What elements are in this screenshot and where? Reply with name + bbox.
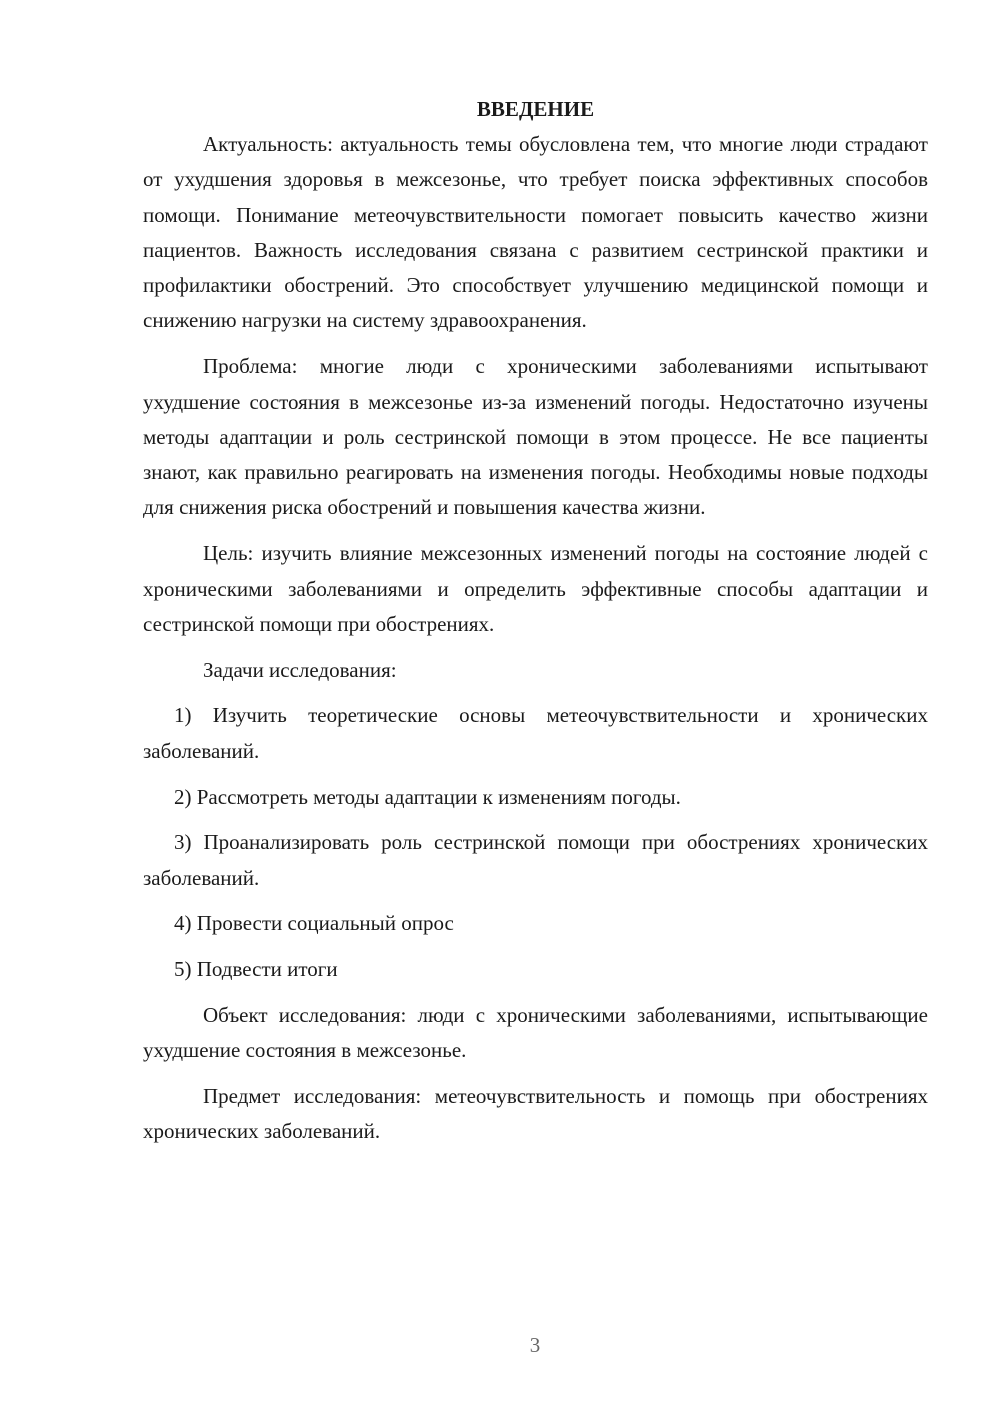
tasks-heading: Задачи исследования:: [203, 657, 397, 682]
problem-paragraph: Проблема: многие люди с хроническими заболеваниями испытывают ухудшение состояния в межсезонье из-за изменений погоды. Недостаточно изучены методы адаптации и роль сестринской помощи в этом процессе. Не все пациенты знают, как правильно реагировать на изменения погоды. Необходимы новые подходы для снижения риска обострений и повышения качества жизни.: [143, 354, 928, 520]
goal-paragraph: Цель: изучить влияние межсезонных изменений погоды на состояние людей с хроническими заболеваниями и определить эффективные способы адаптации и сестринской помощи при обострениях.: [143, 541, 928, 636]
relevance-paragraph: Актуальность: актуальность темы обусловлена тем, что многие люди страдают от ухудшения здоровья в межсезонье, что требует поиска эффективных способов помощи. Понимание метеочувствительности помогает повысить качество жизни пациентов. Важность исследования связана с развитием сестринской практики и профилактики обострений. Это способствует улучшению медицинской помощи и снижению нагрузки на систему здравоохранения.: [143, 132, 928, 333]
document-page: [143, 92, 928, 1160]
task-item-1: 1) Изучить теоретические основы метеочувствительности и хронических заболеваний.: [143, 703, 928, 763]
object-paragraph: Объект исследования: люди с хроническими заболеваниями, испытывающие ухудшение состояния в межсезонье.: [143, 1003, 928, 1063]
section-heading: ВВЕДЕНИЕ: [476, 97, 595, 121]
task-item-3: 3) Проанализировать роль сестринской помощи при обострениях хронических заболеваний.: [143, 830, 928, 890]
task-item-4: 4) Провести социальный опрос: [174, 911, 454, 936]
page-number: 3: [529, 1333, 541, 1357]
subject-paragraph: Предмет исследования: метеочувствительность и помощь при обострениях хронических заболеваний.: [143, 1084, 928, 1144]
task-item-5: 5) Подвести итоги: [174, 957, 338, 982]
task-item-2: 2) Рассмотреть методы адаптации к изменениям погоды.: [174, 784, 681, 809]
